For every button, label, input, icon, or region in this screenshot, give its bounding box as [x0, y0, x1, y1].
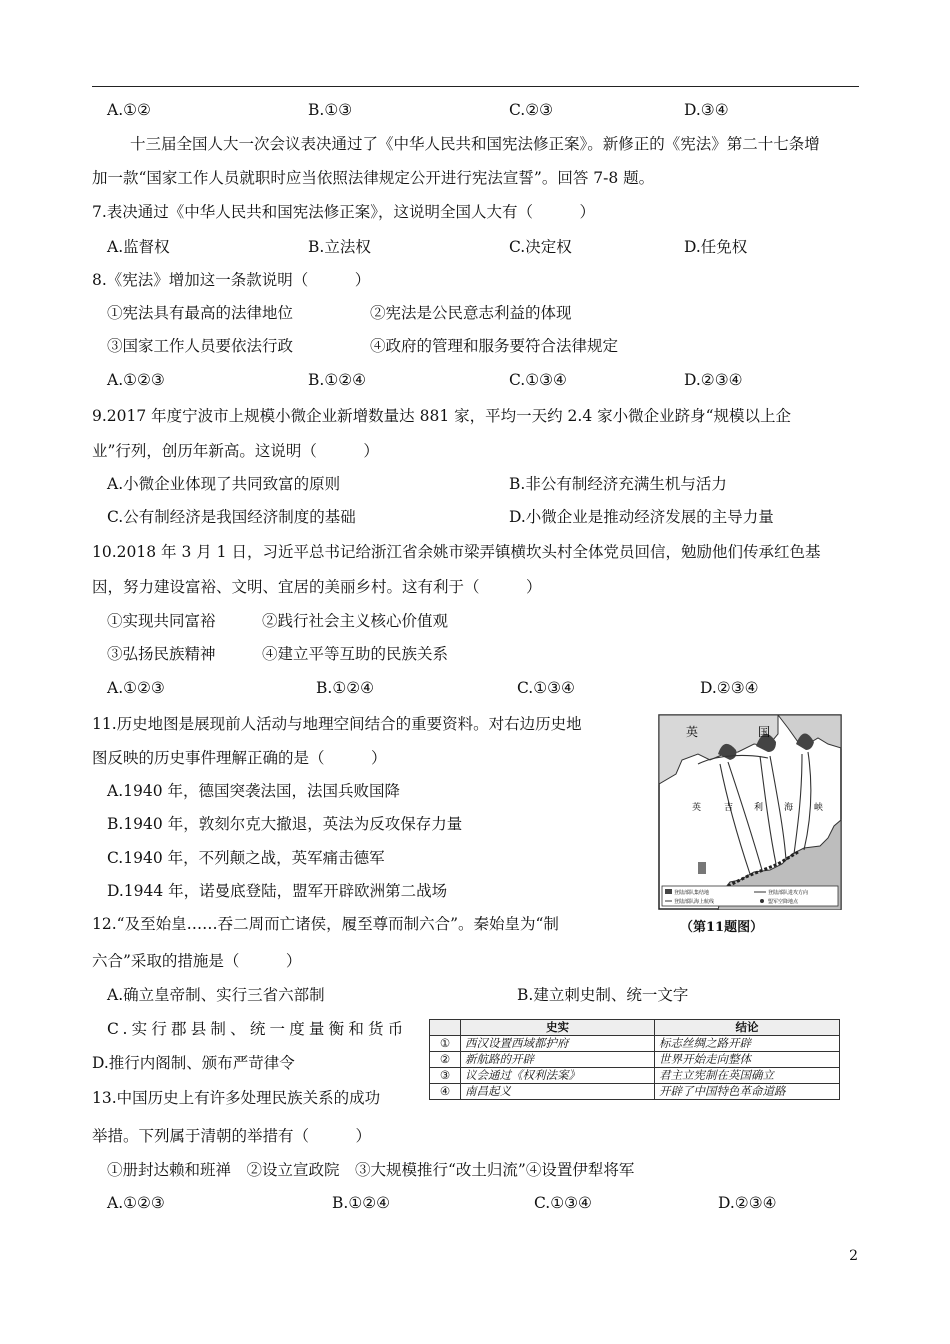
table-cell-conclusion: 标志丝绸之路开辟	[655, 1036, 840, 1052]
q7-stem: 7.表决通过《中华人民共和国宪法修正案》，这说明全国人大有（ ）	[92, 203, 596, 221]
q13-stem-2: 举措。下列属于清朝的举措有（ ）	[92, 1127, 372, 1145]
q12-stem-1: 12.“及至始皇……吞二周而亡诸侯，履至尊而制六合”。秦始皇为“制	[92, 915, 559, 933]
table-cell-fact: 西汉设置西域都护府	[461, 1036, 655, 1052]
map-label-1: 英	[686, 725, 699, 739]
q8-item-1: ①宪法具有最高的法律地位	[107, 304, 294, 322]
table-row	[430, 1036, 840, 1052]
table-row	[430, 1068, 840, 1084]
q9-stem-2: 业”行列，创历年新高。这说明（ ）	[92, 442, 379, 460]
q8-option-a: A.①②③	[107, 371, 165, 389]
legend-1: 登陆部队集结地	[674, 890, 710, 896]
q7-option-b: B.立法权	[308, 238, 371, 256]
table-cell-fact: 议会通过《权利法案》	[461, 1068, 655, 1084]
q9-option-d: D.小微企业是推动经济发展的主导力量	[509, 508, 774, 526]
q13-stem-1: 13.中国历史上有许多处理民族关系的成功	[92, 1089, 381, 1107]
legend-3: 登陆部队海上航线	[674, 899, 715, 905]
q10-option-c: C.①③④	[517, 679, 575, 697]
q8-item-3: ③国家工作人员要依法行政	[107, 337, 294, 355]
q10-option-a: A.①②③	[107, 679, 165, 697]
table-cell-num: ④	[430, 1084, 461, 1100]
q11-option-a: A.1940 年，德国突袭法国，法国兵败国降	[107, 782, 400, 800]
table-header-fact: 史实	[461, 1020, 655, 1036]
q13-option-d: D.②③④	[718, 1194, 777, 1212]
q12-option-a: A.确立皇帝制、实行三省六部制	[107, 986, 325, 1004]
q13-option-a: A.①②③	[107, 1194, 165, 1212]
map-label-4: 吉	[724, 803, 734, 813]
q11-stem-1: 11.历史地图是展现前人活动与地理空间结合的重要资料。对右边历史地	[92, 715, 582, 733]
table-cell-fact: 南昌起义	[461, 1084, 655, 1100]
q10-option-b: B.①②④	[316, 679, 375, 697]
intro-line-2: 加一款“国家工作人员就职时应当依照法律规定公开进行宪法宣誓”。回答 7-8 题。	[92, 169, 655, 187]
q13-option-c: C.①③④	[534, 1194, 592, 1212]
table-header-conclusion: 结论	[655, 1020, 840, 1036]
q9-option-b: B.非公有制经济充满生机与活力	[509, 475, 727, 493]
q13-option-b: B.①②④	[332, 1194, 391, 1212]
q10-item-2: ②践行社会主义核心价值观	[262, 612, 449, 630]
table-cell-fact: 新航路的开辟	[461, 1052, 655, 1068]
table-header-blank	[430, 1020, 461, 1036]
table-cell-num: ②	[430, 1052, 461, 1068]
q6-option-d: D.③④	[684, 101, 729, 119]
q8-option-d: D.②③④	[684, 371, 743, 389]
q6-option-c: C.②③	[509, 101, 554, 119]
island	[698, 862, 706, 874]
q7-option-d: D.任免权	[684, 238, 748, 256]
map-label-5: 利	[754, 803, 764, 813]
q10-item-1: ①实现共同富裕	[107, 612, 216, 630]
q12-option-c: C.实行郡县制、统一度量衡和货币	[107, 1020, 408, 1038]
table-cell-conclusion: 世界开始走向整体	[655, 1052, 840, 1068]
q7-option-a: A.监督权	[107, 238, 170, 256]
table-cell-conclusion: 君主立宪制在英国确立	[655, 1068, 840, 1084]
history-conclusion-table	[429, 1019, 840, 1100]
q9-option-c: C.公有制经济是我国经济制度的基础	[107, 508, 356, 526]
q11-option-c: C.1940 年，不列颠之战，英军痛击德军	[107, 849, 385, 867]
map-label-3: 英	[692, 803, 702, 813]
q11-option-d: D.1944 年，诺曼底登陆，盟军开辟欧洲第二战场	[107, 882, 448, 900]
intro-line-1: 十三届全国人大一次会议表决通过了《中华人民共和国宪法修正案》。新修正的《宪法》第二十七条增	[130, 135, 820, 153]
map-label-7: 峡	[814, 803, 824, 813]
page-number: 2	[849, 1248, 858, 1264]
q10-option-d: D.②③④	[700, 679, 759, 697]
q10-stem-2: 因，努力建设富裕、文明、宜居的美丽乡村。这有利于（ ）	[92, 578, 542, 596]
q8-item-4: ④政府的管理和服务要符合法律规定	[370, 337, 619, 355]
q9-stem-1: 9.2017 年度宁波市上规模小微企业新增数量达 881 家，平均一天约 2.4 家小微企业跻身“规模以上企	[92, 407, 792, 425]
table-row	[430, 1052, 840, 1068]
historical-map-figure	[658, 714, 842, 910]
q11-stem-2: 图反映的历史事件理解正确的是（ ）	[92, 749, 387, 767]
q8-option-c: C.①③④	[509, 371, 567, 389]
q6-option-a: A.①②	[107, 101, 151, 119]
q12-option-d: D.推行内阁制、颁布严苛律令	[92, 1054, 295, 1072]
top-rule	[92, 86, 859, 87]
q9-option-a: A.小微企业体现了共同致富的原则	[107, 475, 341, 493]
q12-stem-2: 六合”采取的措施是（ ）	[92, 952, 302, 970]
q10-stem-1: 10.2018 年 3 月 1 日，习近平总书记给浙江省余姚市梁弄镇横坎头村全体党员回信，勉励他们传承红色基	[92, 543, 821, 561]
q10-item-4: ④建立平等互助的民族关系	[262, 645, 449, 663]
q8-option-b: B.①②④	[308, 371, 367, 389]
q11-option-b: B.1940 年，敦刻尔克大撤退，英法为反攻保存力量	[107, 815, 463, 833]
q10-item-3: ③弘扬民族精神	[107, 645, 216, 663]
q12-option-b: B.建立刺史制、统一文字	[517, 986, 689, 1004]
legend-2: 登陆部队进攻方向	[768, 890, 809, 896]
map-caption: （第11题图）	[680, 920, 764, 935]
table-cell-conclusion: 开辟了中国特色革命道路	[655, 1084, 840, 1100]
table-cell-num: ③	[430, 1068, 461, 1084]
q8-stem: 8.《宪法》增加这一条款说明（ ）	[92, 271, 371, 289]
map-label-6: 海	[784, 803, 794, 813]
table-cell-num: ①	[430, 1036, 461, 1052]
q7-option-c: C.决定权	[509, 238, 572, 256]
legend-4: 盟军空降地点	[768, 899, 799, 905]
table-row	[430, 1084, 840, 1100]
map-label-2: 国	[758, 725, 771, 739]
q6-option-b: B.①③	[308, 101, 353, 119]
q8-item-2: ②宪法是公民意志利益的体现	[370, 304, 572, 322]
q13-items: ①册封达赖和班禅 ②设立宣政院 ③大规模推行“改土归流”④设置伊犁将军	[107, 1161, 635, 1179]
